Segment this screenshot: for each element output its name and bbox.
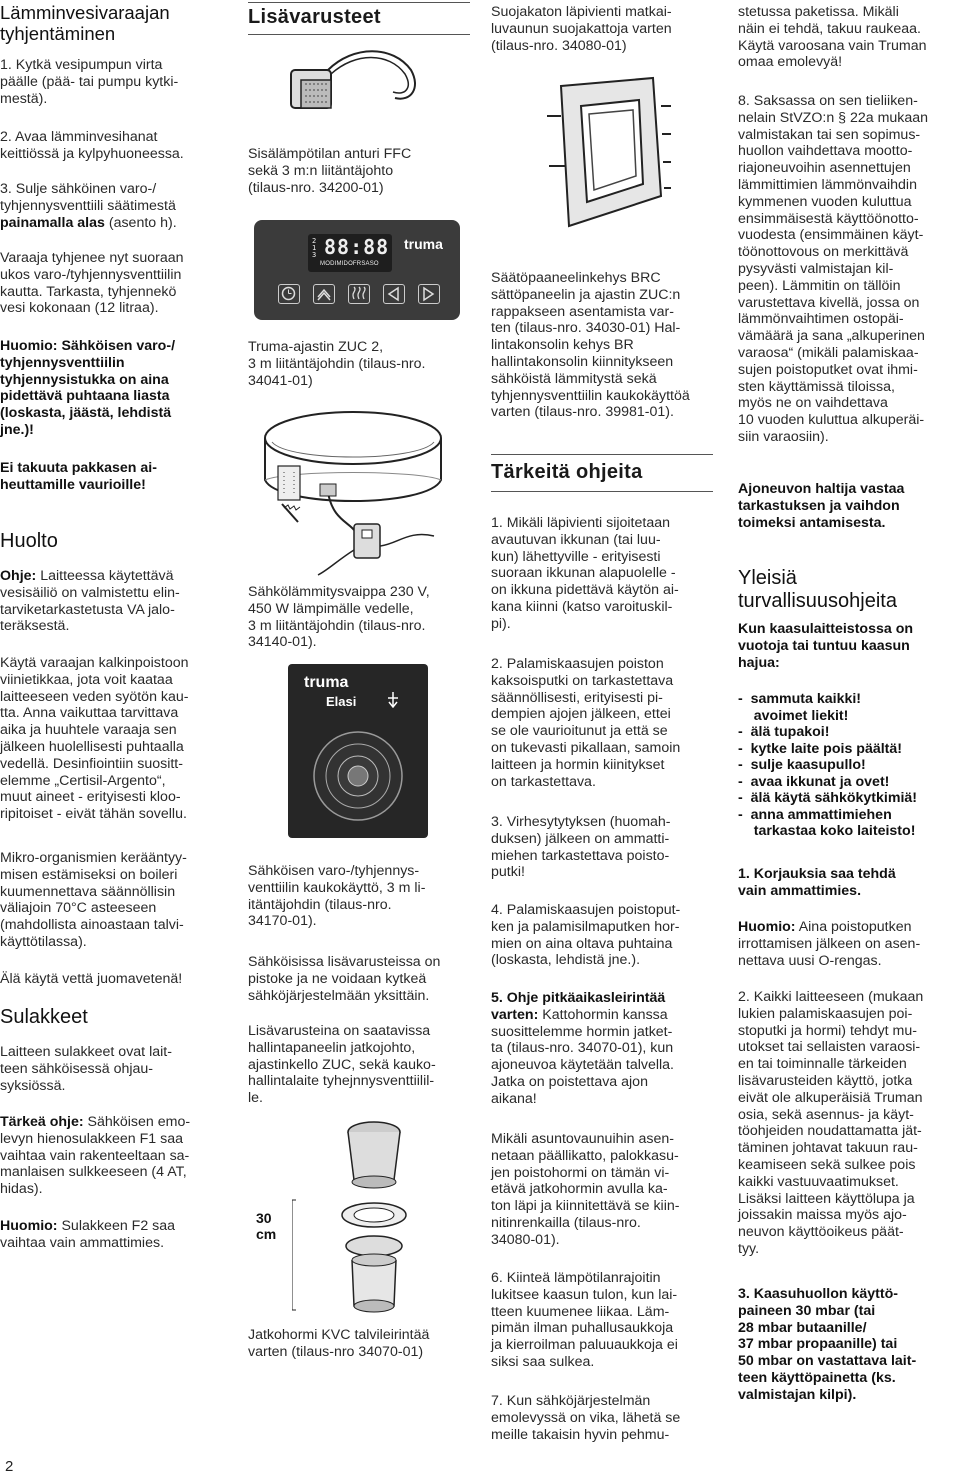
- list-item: - avaa ikkunat ja ovet!: [738, 773, 890, 790]
- dimension-label: 30 cm: [256, 1210, 277, 1242]
- gas-leak-intro: Kun kaasulaitteistossa on vuotoja tai tuntuu kaasun hajua:: [738, 621, 914, 671]
- display-mini-digits: 2 1 3: [312, 237, 317, 259]
- list-item: - älä käytä sähkökytkimiä!: [738, 790, 918, 806]
- right-button[interactable]: [418, 284, 440, 304]
- chimney-extension-image: [292, 1120, 452, 1320]
- heading-rule-top: [491, 454, 713, 455]
- step-1: 1. Kytkä vesipumpun virta päälle (pää- tai pumpu kytki- mestä).: [0, 57, 179, 107]
- ohje-paragraph: Ohje: Laitteessa käytettävä vesisäiliö on valmistettu elin- tarviketarkastetusta VA jalo- teräksestä.: [0, 568, 180, 635]
- instruction-1: 1. Mikäli läpivienti sijoitetaan avautuvan ikkunan (tai luu- kun) lähettyville - erityisesti suoraan ikkunan alapuolelle - on ikkuna pidettävä käytön ai- kana kiinni (katso varoituskil- pi).: [491, 515, 679, 632]
- fuse-f2-note: Huomio: Sulakkeen F2 saa vaihtaa vain ammattimies.: [0, 1218, 176, 1251]
- triangle-right-icon: [419, 285, 439, 303]
- sensor-caption: Sisälämpötilan anturi FFC sekä 3 m:n liitäntäjohto (tilaus-nro. 34200-01): [248, 146, 412, 196]
- heating-jacket-image: [258, 400, 458, 580]
- remote-label: Elasi: [326, 694, 357, 709]
- instruction-4: 4. Palamiskaasujen poistoput- ken ja palamisilmaputken hor- mien on aina oltava puhtaina (loskasta, lehdistä jne.).: [491, 902, 681, 969]
- timer-panel-image: [254, 220, 460, 320]
- instruction-6: 6. Kiinteä lämpötilanrajoitin lukitsee kaasun tulon, kun lai- tteen kuumenee liikaa. Läm- pimän ilman puhallusaukkoja ja kierroilman paluuaukkoja ei siksi saa sulkea.: [491, 1270, 678, 1370]
- timer-caption: Truma-ajastin ZUC 2, 3 m liitäntäjohdin (tilaus-nro. 34041-01): [248, 339, 426, 389]
- huolto-heading: Huolto: [0, 530, 58, 552]
- descaling-paragraph: Käytä varaajan kalkinpoistoon viinietikkaa, jota voit kaataa laitteeseen veden syötön kau- tta. Anna vaikuttaa tarvittava aika ja huuhtele varaaja sen jälkeen huolellisesti puhtaalla vedellä. Desinfiointiin suositt- elemme „Certisil-Argento“, muut aineet - erityisesti kloo- ripitoiset - eivät tähän sovellu.: [0, 655, 189, 823]
- microorganism-paragraph: Mikro-organismien kerääntyy- misen estämiseksi on boileri kuumennettava säännöllisin väliajoin 70°C asteeseen (mahdollista ainoastaan talvi- käyttötilassa).: [0, 850, 187, 950]
- truma-logo: truma: [404, 236, 443, 252]
- list-item: - sammuta kaikki!: [738, 691, 862, 707]
- drinking-warning: Älä käytä vettä juomavetenä!: [0, 971, 183, 987]
- ventilation-button[interactable]: [313, 284, 335, 304]
- display-digits: 88:88: [324, 235, 390, 259]
- roof-chimney-paragraph: Mikäli asuntovaunuihin asen- netaan päällikatto, palokkasu- jen poistohormi on tämän vi- etävä jatkohormin avulla ka- ton läpi ja kiinnitettävä se kiin- nitinrenkailla (tilaus-nro. 34080-01).: [491, 1131, 680, 1248]
- optional-accessories-paragraph: Lisävarusteina on saatavissa hallintapaneelin jatkojohto, ajastinkello ZUC, sekä kauko- hallintalaite tyhejnnysventtiilil- le.: [248, 1023, 436, 1107]
- drain-paragraph: Varaaja tyhjenee nyt suoraan ukos varo-/tyhjennysventtiilin kautta. Tarkasta, tyhjennekö vesi kokonaan (12 litraa).: [0, 250, 184, 317]
- list-item: - anna ammattimiehen: [738, 806, 892, 823]
- chimney-caption: Jatkohormi KVC talvileirintää varten (tilaus-nro 34070-01): [248, 1327, 430, 1360]
- o-ring-note: Huomio: Aina poistoputken irrottamisen jälkeen on asen- nettava uusi O-rengas.: [738, 919, 921, 969]
- safety-list: [738, 691, 917, 840]
- sulakkeet-heading: Sulakkeet: [0, 1006, 88, 1028]
- display-modes: MODIMIDOFRSASO: [320, 261, 379, 267]
- instruction-3: 3. Virhesytytyksen (huomah- duksen) jälkeen on ammatti- miehen tarkastettava poisto- putki!: [491, 814, 671, 881]
- warranty-paragraph: 2. Kaikki laitteeseen (mukaan lukien palamiskaasujen poi- stoputki ja hormi) tehdyt mu- utokset tai sellaisten varaosi- en tai toiminnalle tärkeiden lisävarusteiden käyttö, jotka eivät ole alkuperäisiä Truman osia, sekä asennus- ja käyt- töohjeiden noudattamatta jät- täminen johtavat takuun rau- keamiseen sekä sulkee pois kaikki vastuuvaatimukset. Lisäksi laitteen käyttölupa ja joissakin maissa myös ajo- neuvon käyttöoikeus päät- tyy.: [738, 989, 924, 1257]
- instruction-7: 7. Kun sähköjärjestelmän emolevyssä on vika, lähetä se meille takaisin hyvin pehmu-: [491, 1393, 681, 1443]
- heat-button[interactable]: [348, 284, 370, 304]
- remote-caption: Sähköisen varo-/tyhjennys- venttiilin kaukokäyttö, 3 m li- itäntäjohdin (tilaus-nro. 34170-01).: [248, 863, 426, 930]
- heading-rule-top: [248, 2, 470, 3]
- roof-cowl-caption: Suojakaton läpivienti matkai- luvaunun suojakattoja varten (tilaus-nro. 34080-01): [491, 4, 672, 54]
- frame-caption: Säätöpaaneelinkehys BRC sättöpaneelin ja ajastin ZUC:n rappakseen asentamista var- ten (tilaus-nro. 34030-01) Hal- lintakonsolin kehys BR hallintakonsolin kiinnitykseen sähköistä lämmitystä sekä tyhjennysventtiilin kaukokäyttöä varten (tilaus-nro. 39981-01).: [491, 270, 690, 421]
- instruction-8: 8. Saksassa on sen tieliiken- nelain StVZO:n § 22a mukaan valmistakan tai sen sopimus- huollon vaihdettava mootto- riajoneuvoihin asennettujen lämmittimien lämmönvaihdin kymmenen vuoden kuluttua ensimmäisestä käyttöönotto- vuodesta (ensimmäinen käyt- töönottovous on merkittävä pysyvästi valmistajan kil- peen). Lämmitin on tällöin varustettava kivellä, jossa on lämmönvaihtimen ostopäi- vämäärä ja sana „alkuperinen varaosa“ (mikäli palamiskaa- sujen poistoputket ovat ihmi- sten käyttämissä tiloissa, myös ne on vaihdettava 10 vuoden kuluttua alkuperäi- siin varaosiin).: [738, 93, 929, 445]
- page-number: 2: [5, 1458, 14, 1475]
- accessories-heading: Lisävarusteet: [248, 6, 381, 28]
- electric-accessories-paragraph: Sähköisissa lisävarusteissa on pistoke ja ne voidaan kytkeä sähköjärjestelmään yksittäin.: [248, 954, 441, 1004]
- list-item: - älä tupakoi!: [738, 724, 830, 740]
- instruction-2: 2. Palamiskaasujen poiston kaksoisputki on tarkastettava säännöllisesti, erityisesti pi- dempien ajojen jälkeen, ettei se ole vaurioitunut ja että se on tukevasti pikallaan, samoin laitteen ja hormin kiinitykset on tarkastettava.: [491, 656, 681, 790]
- safety-heading: Yleisiä turvallisuusohjeita: [738, 567, 897, 612]
- remote-control-image: [288, 664, 428, 838]
- chevron-up-icon: [314, 285, 334, 303]
- remote-dial[interactable]: [310, 728, 406, 824]
- gas-pressure-note: 3. Kaasuhuollon käyttö- paineen 30 mbar (tai 28 mbar butaanille/ 37 mbar propaanille) tai 50 mbar on vastattava lait- teen käyttöpainetta (ks. valmistajan kilpi).: [738, 1286, 917, 1403]
- step-3: 3. Sulje sähköinen varo-/ tyhjennysventtiili säätimestä painamalla alas (asento h).: [0, 181, 177, 231]
- list-item: avoimet liekit!: [738, 707, 849, 724]
- step-2: 2. Avaa lämminvesihanat keittiössä ja kylpyhuoneessa.: [0, 129, 184, 162]
- remote-truma-logo: truma: [304, 674, 349, 691]
- important-note: Tärkeä ohje: Sähköisen emo- levyn hienosulakkeen F1 saa vaihtaa vain rakenteeltaan sa- manlaisen sulkkeeseen (4 AT, hidas).: [0, 1114, 191, 1198]
- fuses-paragraph: Laitteen sulakkeet ovat lait- teen sähköisessä ohjau- syksiössä.: [0, 1044, 172, 1094]
- instruction-7-continued: stetussa paketissa. Mikäli näin ei tehdä, takuu raukeaa. Käytä varoosana vain Truman omaa emolevyä!: [738, 4, 927, 71]
- clock-icon: [279, 285, 299, 303]
- heat-wave-icon: [349, 285, 369, 303]
- drain-heading: Lämminvesivaraajan tyhjentäminen: [0, 2, 170, 44]
- temperature-sensor-image: [283, 40, 423, 140]
- list-item: - sulje kaasupullo!: [738, 757, 866, 773]
- owner-responsibility: Ajoneuvon haltija vastaa tarkastuksen ja vaihdon toimeksi antamisesta.: [738, 481, 905, 531]
- list-item: - kytke laite pois päältä!: [738, 740, 903, 757]
- heading-rule-bottom: [248, 34, 470, 35]
- triangle-left-icon: [384, 285, 404, 303]
- drain-note: Huomio: Sähköisen varo-/ tyhjennysventtiilin tyhjennysistukka on aina pidettävä puhtaana liasta (loskasta, jäästä, lehdistä jne.)!: [0, 338, 176, 438]
- panel-frame-image: [541, 76, 671, 246]
- valve-symbol-icon: [386, 692, 400, 708]
- warranty-warning: Ei takuuta pakkasen ai- heuttamille vaurioille!: [0, 460, 157, 493]
- clock-button[interactable]: [278, 284, 300, 304]
- left-button[interactable]: [383, 284, 405, 304]
- important-instructions-heading: Tärkeitä ohjeita: [491, 461, 643, 483]
- instruction-5: 5. Ohje pitkäaikasleirintää varten: Kattohormin kanssa suosittelemme hormin jatket- ta (tilaus-nro. 34070-01), kun ajoneuvoa käytetään talvella. Jatka on poistettava ajon aikana!: [491, 990, 674, 1107]
- heading-rule-bottom: [491, 491, 713, 492]
- list-item: tarkastaa koko laiteisto!: [738, 823, 916, 839]
- jacket-caption: Sähkölämmitysvaippa 230 V, 450 W lämpimälle vedelle, 3 m liitäntäjohdin (tilaus-nro. 34140-01).: [248, 584, 430, 651]
- repairs-note: 1. Korjauksia saa tehdä vain ammattimies.: [738, 866, 896, 899]
